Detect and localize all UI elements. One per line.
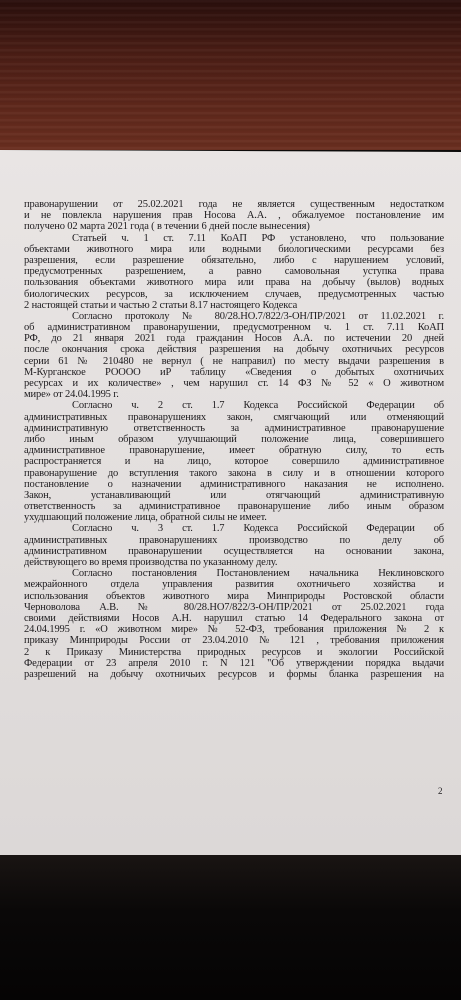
document-line: М-Курганское РОООО иР таблицу «Сведения о добытых охотничьих: [24, 366, 444, 378]
document-line: Закон, устанавливающий или отягчающий административную: [24, 489, 444, 501]
document-line: и не повлекла нарушения прав Носова А.А. , обжалуемое постановление им: [24, 210, 444, 222]
document-line: предусмотренных разрешением, а равно самовольная уступка права: [24, 266, 444, 278]
wooden-table-background: [0, 0, 461, 150]
document-line: Согласно протоколу № 80/28.НО.7/822/3-ОН/ПР/2021 от 11.02.2021 г.: [72, 310, 444, 322]
document-line: межрайонного отдела управления развития охотничьего хозяйства и: [24, 579, 444, 591]
document-body-text: [24, 199, 444, 680]
page-number: 2: [438, 786, 443, 796]
document-line: после окончания срока действия разрешения на добычу охотничьих ресурсов: [24, 344, 444, 356]
document-line: пользования объектами животного мира или права на добычу (вылов) водных: [24, 277, 444, 289]
document-line: либо иным образом улучшающий положение лица, совершившего: [24, 433, 444, 445]
document-line: об административном правонарушении, предусмотренном ч. 1 ст. 7.11 КоАП: [24, 322, 444, 334]
document-line: объектами животного мира или водными биологическими ресурсами без: [24, 243, 444, 255]
document-line: серии 61 № 210480 не вернул ( не направил) по месту выдачи разрешения в: [24, 355, 444, 367]
document-line: Федерации от 23 апреля 2010 г. N 121 "Об утверждении порядка выдачи: [24, 657, 444, 669]
document-line: Согласно ч. 3 ст. 1.7 Кодекса Российской Федерации об: [72, 523, 444, 535]
document-line: 24.04.1995 г. «О животном мире» № 52-ФЗ, требования приложения № 2 к: [24, 624, 444, 636]
document-line: получено 02 марта 2021 года ( в течении 6 дней после вынесения): [24, 221, 310, 233]
document-line: биологических ресурсов, за исключением случаев, предусмотренных частью: [24, 288, 444, 300]
document-line: административном правонарушении осуществляется на основании закона,: [24, 545, 444, 557]
document-line: распространяется и на лицо, которое совершило административное: [24, 456, 444, 468]
document-line: РФ, до 21 января 2021 года гражданин Носов А.А. по истечении 20 дней: [24, 333, 444, 345]
document-line: разрешений на добычу охотничьих ресурсов и формы бланка разрешения на: [24, 668, 444, 680]
document-line: ухудшающий положение лица, обратной силы не имеет.: [24, 512, 267, 524]
dark-surface-background: [0, 852, 461, 1000]
document-line: административную ответственность за административное правонарушение: [24, 422, 444, 434]
document-line: административных правонарушениях закон, смягчающий или отменяющий: [24, 411, 444, 423]
document-line: приказу Минприроды России от 23.04.2010 № 121 , требования приложения: [24, 635, 444, 647]
document-line: административное правонарушение, имеет обратную силу, то есть: [24, 445, 444, 457]
document-line: административных правонарушениях производство по делу об: [24, 534, 444, 546]
document-line: своими действиями Носов А.Н. нарушил статью 14 Федерального закона от: [24, 612, 444, 624]
document-line: использования объектов животного мира Минприроды Ростовской области: [24, 590, 444, 602]
document-line: Согласно постановления Постановлением начальника Неклиновского: [72, 568, 444, 580]
document-line: постановление о назначении административного наказания не исполнено.: [24, 478, 444, 490]
document-line: 2 к Приказу Министерства природных ресурсов и экологии Российской: [24, 646, 444, 658]
document-line: ответственность за административное правонарушение либо иным образом: [24, 501, 444, 513]
document-line: ресурсах и их количестве» , чем нарушил ст. 14 ФЗ № 52 « О животном: [24, 378, 444, 389]
document-line: действующего во время производства по указанному делу.: [24, 557, 278, 568]
document-line: разрешения, если разрешение обязательно, либо с нарушением условий,: [24, 254, 444, 266]
document-line: мире» от 24.04.1995 г.: [24, 389, 119, 401]
document-line: Согласно ч. 2 ст. 1.7 Кодекса Российской Федерации об: [72, 400, 444, 412]
document-line: Черноволова А.В. № 80/28.НО7/822/3-ОН/ПР/2021 от 25.02.2021 года: [24, 601, 444, 613]
document-line: правонарушение до вступления такого закона в силу и в отношении которого: [24, 467, 444, 479]
document-line: правонарушении от 25.02.2021 года не является существенным недостатком: [24, 199, 444, 210]
document-line: Статьей ч. 1 ст. 7.11 КоАП РФ установлено, что пользование: [72, 232, 444, 244]
document-line: 2 настоящей статьи и частью 2 статьи 8.17 настоящего Кодекса: [24, 299, 298, 311]
